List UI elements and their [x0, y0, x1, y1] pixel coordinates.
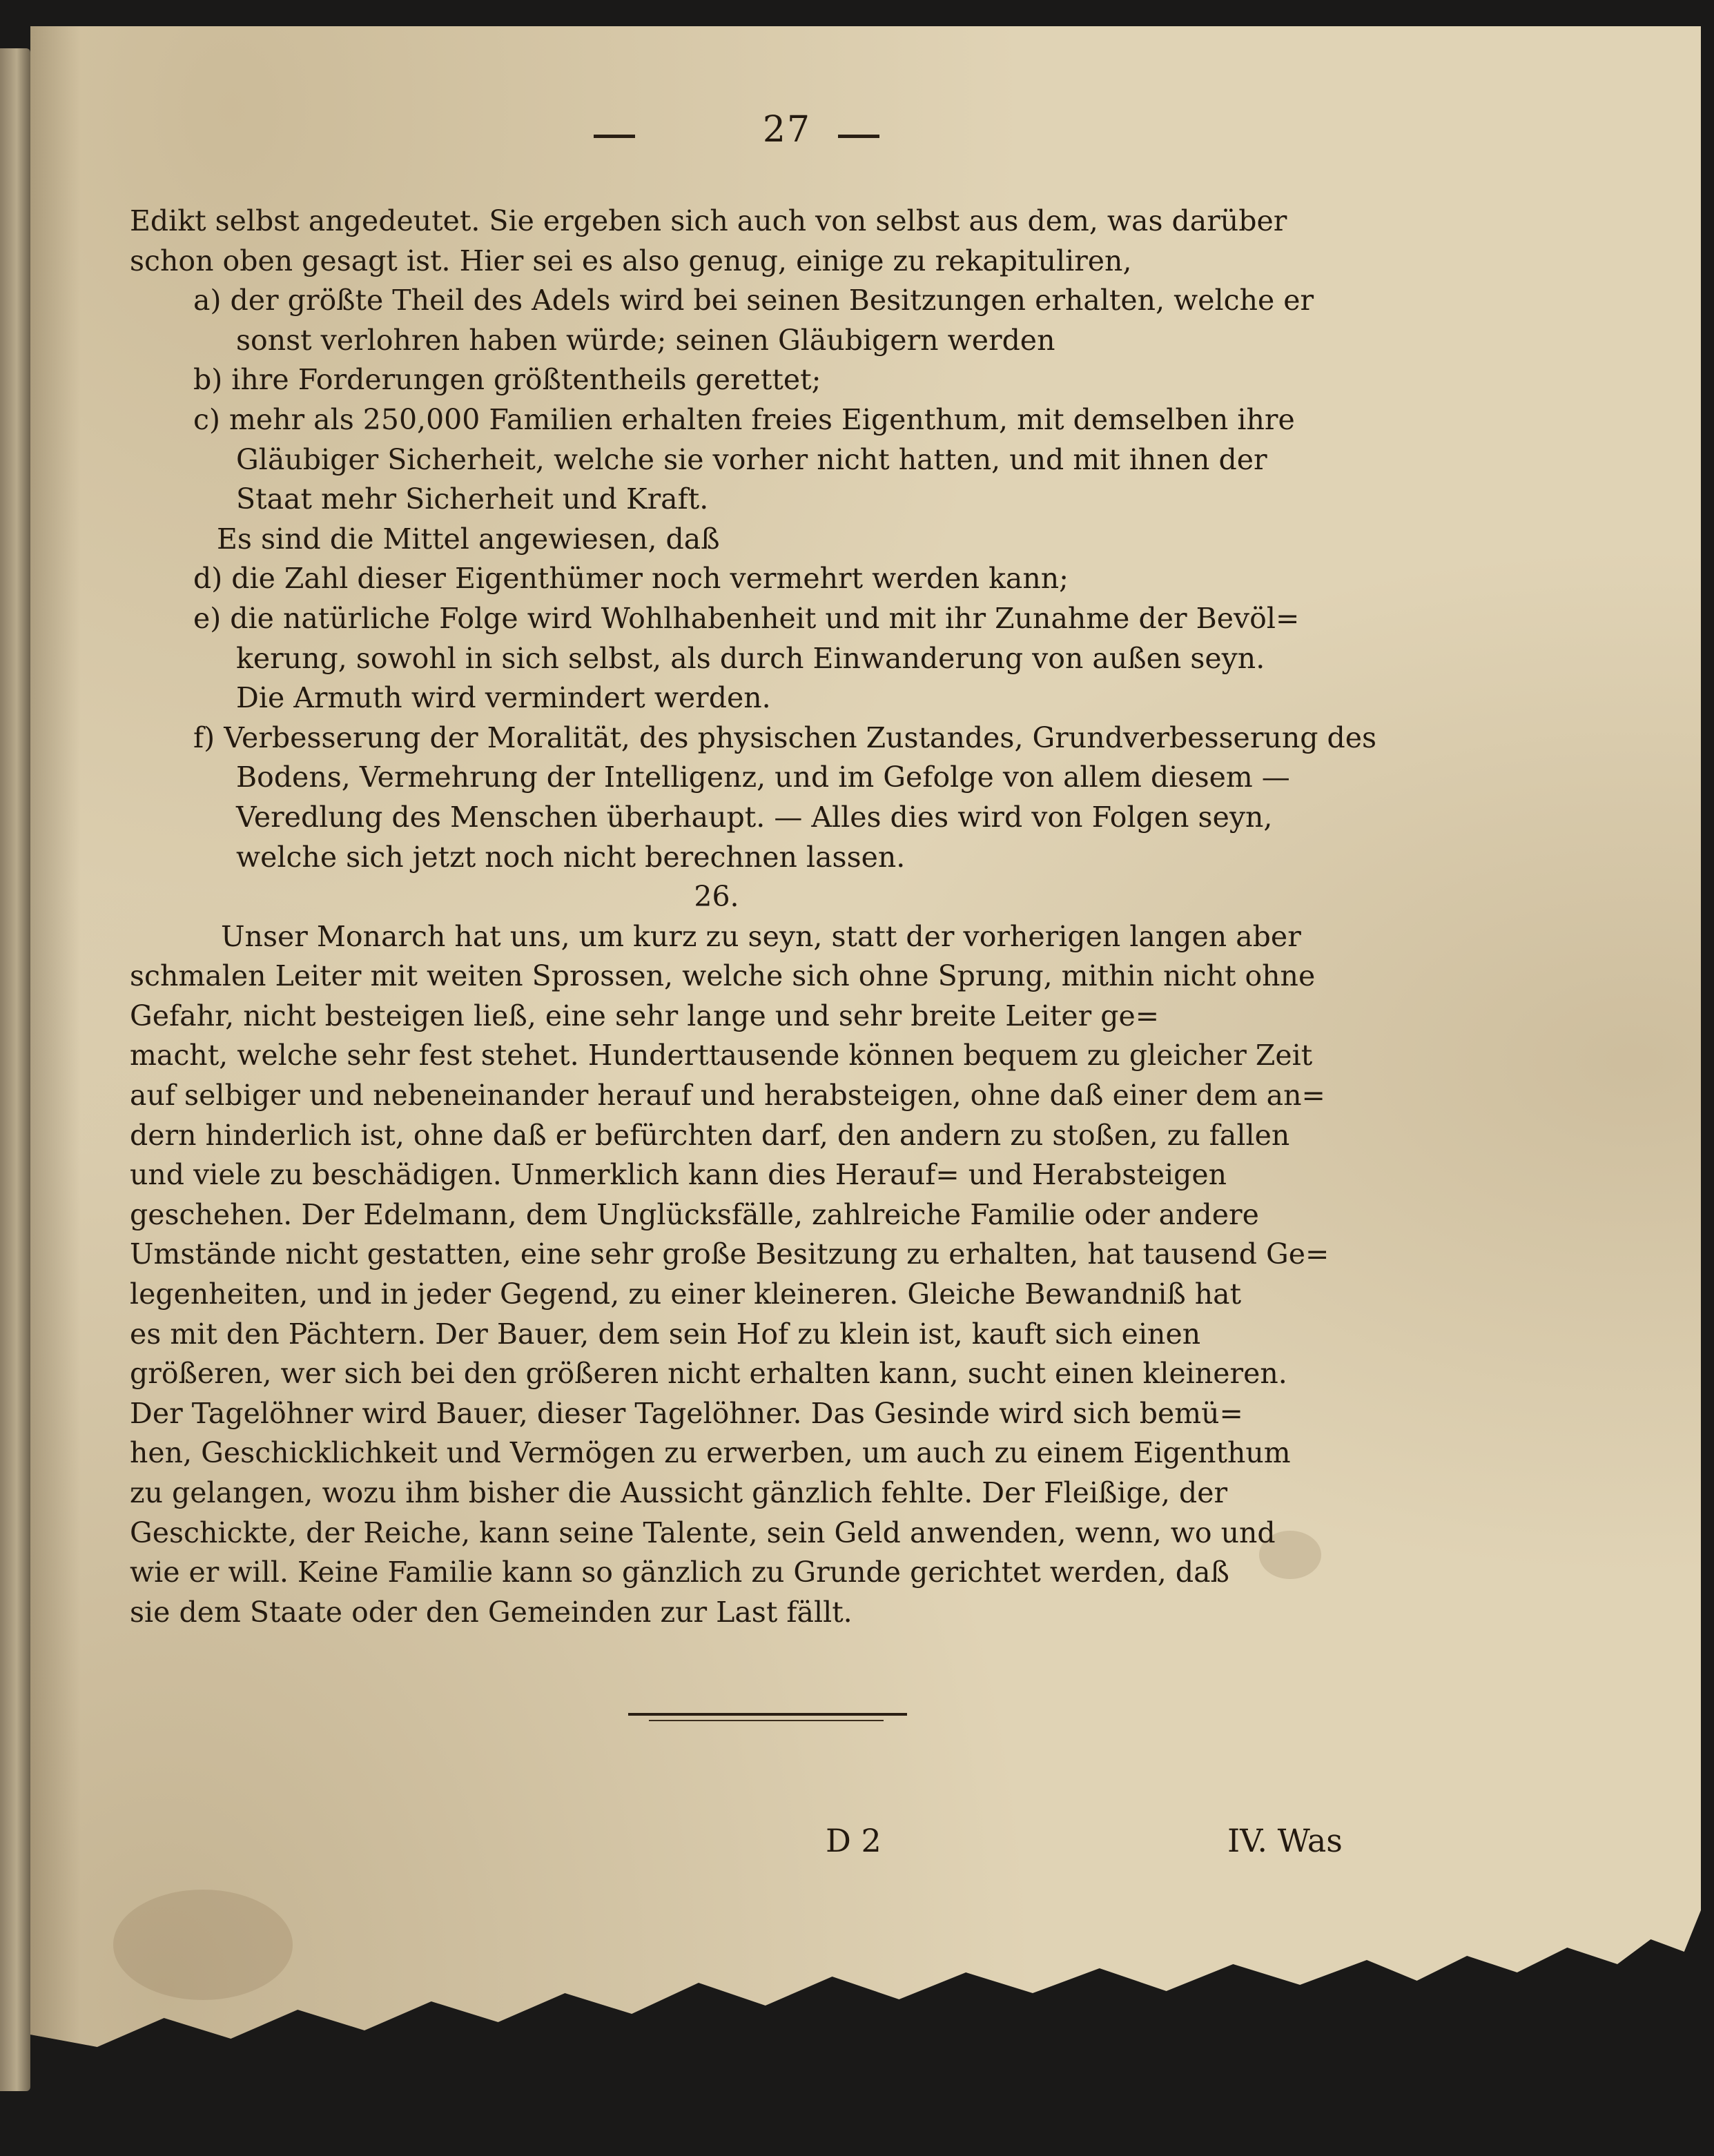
text-line: und viele zu beschädigen. Unmerklich kann dies Herauf= und Herabsteigen [130, 1158, 1227, 1192]
page-number-dash-right [838, 135, 879, 138]
text-line: Gefahr, nicht besteigen ließ, eine sehr lange und sehr breite Leiter ge= [130, 999, 1160, 1032]
text-line: Veredlung des Menschen überhaupt. — Alles dies wird von Folgen seyn, [236, 800, 1273, 834]
list-item-a: a) der größte Theil des Adels wird bei seinen Besitzungen erhalten, welche er [193, 284, 1314, 317]
paper-stain [113, 1890, 293, 2000]
text-line: wie er will. Keine Familie kann so gänzlich zu Grunde gerichtet werden, daß [130, 1556, 1229, 1589]
text-line: welche sich jetzt noch nicht berechnen lassen. [236, 840, 906, 874]
text-line: Gläubiger Sicherheit, welche sie vorher nicht hatten, und mit ihnen der [236, 442, 1267, 476]
text-line: sie dem Staate oder den Gemeinden zur Last fällt. [130, 1595, 853, 1629]
page-number: 27 [762, 109, 812, 150]
section-number: 26. [694, 880, 739, 914]
text-line: Geschickte, der Reiche, kann seine Talente, sein Geld anwenden, wenn, wo und [130, 1516, 1276, 1549]
facing-page-edge [0, 48, 30, 2091]
list-item-d: d) die Zahl dieser Eigenthümer noch vermehrt werden kann; [193, 562, 1069, 596]
text-line: schon oben gesagt ist. Hier sei es also genug, einige zu rekapituliren, [130, 244, 1132, 277]
text-line: Umstände nicht gestatten, eine sehr große Besitzung zu erhalten, hat tausend Ge= [130, 1237, 1330, 1271]
text-line: sonst verlohren haben würde; seinen Gläubigern werden [236, 323, 1055, 357]
section-end-rule [628, 1713, 907, 1716]
text-line: es mit den Pächtern. Der Bauer, dem sein Hof zu klein ist, kauft sich einen [130, 1317, 1201, 1351]
text-line: Es sind die Mittel angewiesen, daß [217, 522, 720, 556]
section-end-rule-thin [649, 1720, 884, 1721]
text-line: Unser Monarch hat uns, um kurz zu seyn, statt der vorherigen langen aber [221, 919, 1301, 953]
page-number-dash-left [594, 135, 635, 138]
list-item-b: b) ihre Forderungen größtentheils gerettet; [193, 363, 821, 397]
text-line: Der Tagelöhner wird Bauer, dieser Tagelöhner. Das Gesinde wird sich bemü= [130, 1396, 1243, 1430]
text-line: Die Armuth wird vermindert werden. [236, 681, 771, 715]
list-item-e: e) die natürliche Folge wird Wohlhabenheit und mit ihr Zunahme der Bevöl= [193, 601, 1300, 635]
text-line: Staat mehr Sicherheit und Kraft. [236, 482, 709, 516]
text-line: hen, Geschicklichkeit und Vermögen zu erwerben, um auch zu einem Eigenthum [130, 1436, 1291, 1470]
text-line: auf selbiger und nebeneinander herauf und herabsteigen, ohne daß einer dem an= [130, 1079, 1325, 1113]
text-line: zu gelangen, wozu ihm bisher die Aussicht gänzlich fehlte. Der Fleißige, der [130, 1476, 1228, 1509]
catchword: IV. Was [1227, 1822, 1343, 1859]
text-line: schmalen Leiter mit weiten Sprossen, welche sich ohne Sprung, mithin nicht ohne [130, 959, 1316, 993]
text-line: Edikt selbst angedeutet. Sie ergeben sich auch von selbst aus dem, was darüber [130, 204, 1287, 237]
text-line: legenheiten, und in jeder Gegend, zu einer kleineren. Gleiche Bewandniß hat [130, 1277, 1242, 1311]
text-line: kerung, sowohl in sich selbst, als durch Einwanderung von außen seyn. [236, 641, 1265, 675]
text-line: Bodens, Vermehrung der Intelligenz, und im Gefolge von allem diesem — [236, 761, 1290, 794]
text-line: geschehen. Der Edelmann, dem Unglücksfälle, zahlreiche Familie oder andere [130, 1197, 1259, 1231]
text-line: macht, welche sehr fest stehet. Hunderttausende können bequem zu gleicher Zeit [130, 1039, 1313, 1072]
text-line: dern hinderlich ist, ohne daß er befürchten darf, den andern zu stoßen, zu fallen [130, 1118, 1290, 1152]
text-line: größeren, wer sich bei den größeren nicht erhalten kann, sucht einen kleineren. [130, 1357, 1287, 1391]
printer-signature: D 2 [826, 1822, 882, 1859]
list-item-c: c) mehr als 250,000 Familien erhalten freies Eigenthum, mit demselben ihre [193, 402, 1295, 436]
list-item-f: f) Verbesserung der Moralität, des physischen Zustandes, Grundverbesserung des [193, 721, 1377, 754]
body-text [130, 202, 1393, 1632]
